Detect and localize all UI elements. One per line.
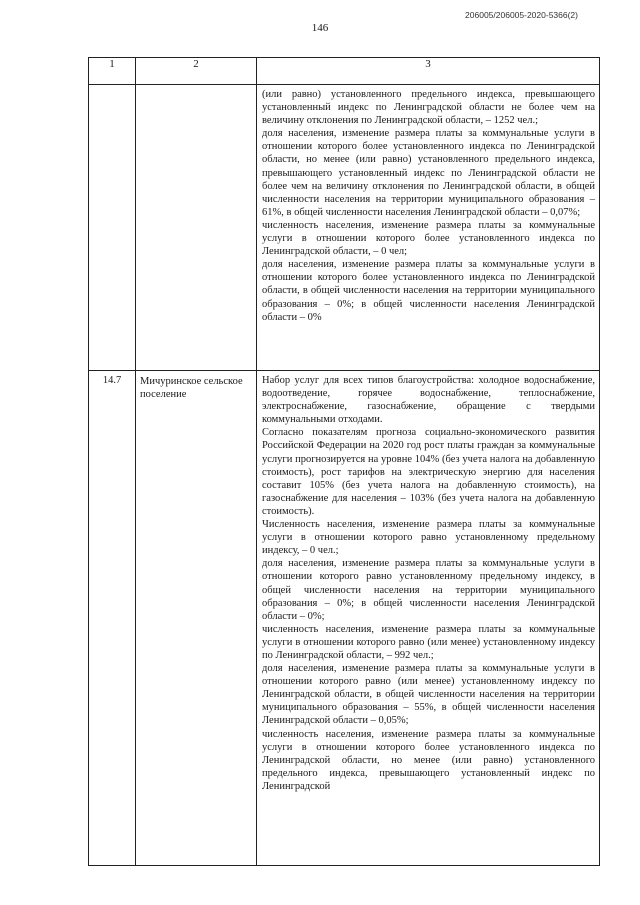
table-row xyxy=(89,85,600,371)
settlement-name: Мичуринское сельское поселение xyxy=(136,371,257,866)
description-paragraph: Согласно показателям прогноза социально-экономического развития Российской Федерации на 2020 год рост платы граждан за коммунальные услуги прогнозируется на уровне 104% (без учета налога на добавленную стоимость), рост тарифов на электрическую энергию для населения составит 105% (без учета налога на добавленную стоимость), на газоснабжение для населения – 103% (без учета налога на добавленную стоимость). xyxy=(262,427,595,517)
description-paragraph: Численность населения, изменение размера платы за коммунальные услуги в отношении которого равно установленному предельному индексу, – 0 чел.; xyxy=(262,519,595,557)
description-paragraph: численность населения, изменение размера платы за коммунальные услуги в отношении которого равно (или менее) установленному индексу по Ленинградской области, – 992 чел.; xyxy=(262,623,595,661)
table-row xyxy=(89,371,600,866)
data-table xyxy=(88,57,600,866)
description-paragraph: доля населения, изменение размера платы за коммунальные услуги в отношении которого равно (или менее) установленному индексу по Ленинградской области, в общей численности населения на территории муниципального образования – 55%, в общей численности населения Ленинградской области – 0,05%; xyxy=(262,663,595,727)
description-paragraph: численность населения, изменение размера платы за коммунальные услуги в отношении которого более установленного индекса по Ленинградской области, – 0 чел; xyxy=(262,219,595,258)
description-paragraph: доля населения, изменение размера платы за коммунальные услуги в отношении которого равно установленному предельному индексу, в общей численности населения на территории муниципального образования – 0%; в общей численности населения Ленинградской области – 0%; xyxy=(262,558,595,622)
column-header-3: 3 xyxy=(257,58,600,85)
column-header-1: 1 xyxy=(89,58,136,85)
table-header-row xyxy=(89,58,600,85)
description-paragraph: доля населения, изменение размера платы за коммунальные услуги в отношении которого более установленного индекса по Ленинградской области, но менее (или равно) установленного предельного индекса, превышающего установленный индекс по Ленинградской области не более чем на величину отклонения по Ленинградской области, в общей численности населения на территории муниципального образования – 61%, в общей численности населения Ленинградской области – 0,07%; xyxy=(262,128,595,218)
description-paragraph: Набор услуг для всех типов благоустройства: холодное водоснабжение, водоотведение, горячее водоснабжение, теплоснабжение, электроснабжение, газоснабжение, обращение с твердыми коммунальными отходами. xyxy=(262,375,595,426)
description-cell xyxy=(257,85,600,371)
row-number: 14.7 xyxy=(89,371,136,866)
document-code: 206005/206005-2020-5366(2) xyxy=(465,10,578,20)
column-header-2: 2 xyxy=(136,58,257,85)
description-paragraph: (или равно) установленного предельного индекса, превышающего установленный индекс по Ленинградской области не более чем на величину отклонения по Ленинградской области, – 1252 чел.; xyxy=(262,89,595,127)
settlement-name xyxy=(136,85,257,371)
description-paragraph: численность населения, изменение размера платы за коммунальные услуги в отношении которого более установленного индекса по Ленинградской области, но менее (или равно) установленного предельного индекса, превышающего установленный индекс по Ленинградской xyxy=(262,728,595,792)
page-number: 146 xyxy=(311,22,329,34)
description-paragraph: доля населения, изменение размера платы за коммунальные услуги в отношении которого более установленного индекса по Ленинградской области, в общей численности населения на территории муниципального образования – 0%; в общей численности населения Ленинградской области – 0% xyxy=(262,259,595,323)
description-cell xyxy=(257,371,600,866)
row-number xyxy=(89,85,136,371)
